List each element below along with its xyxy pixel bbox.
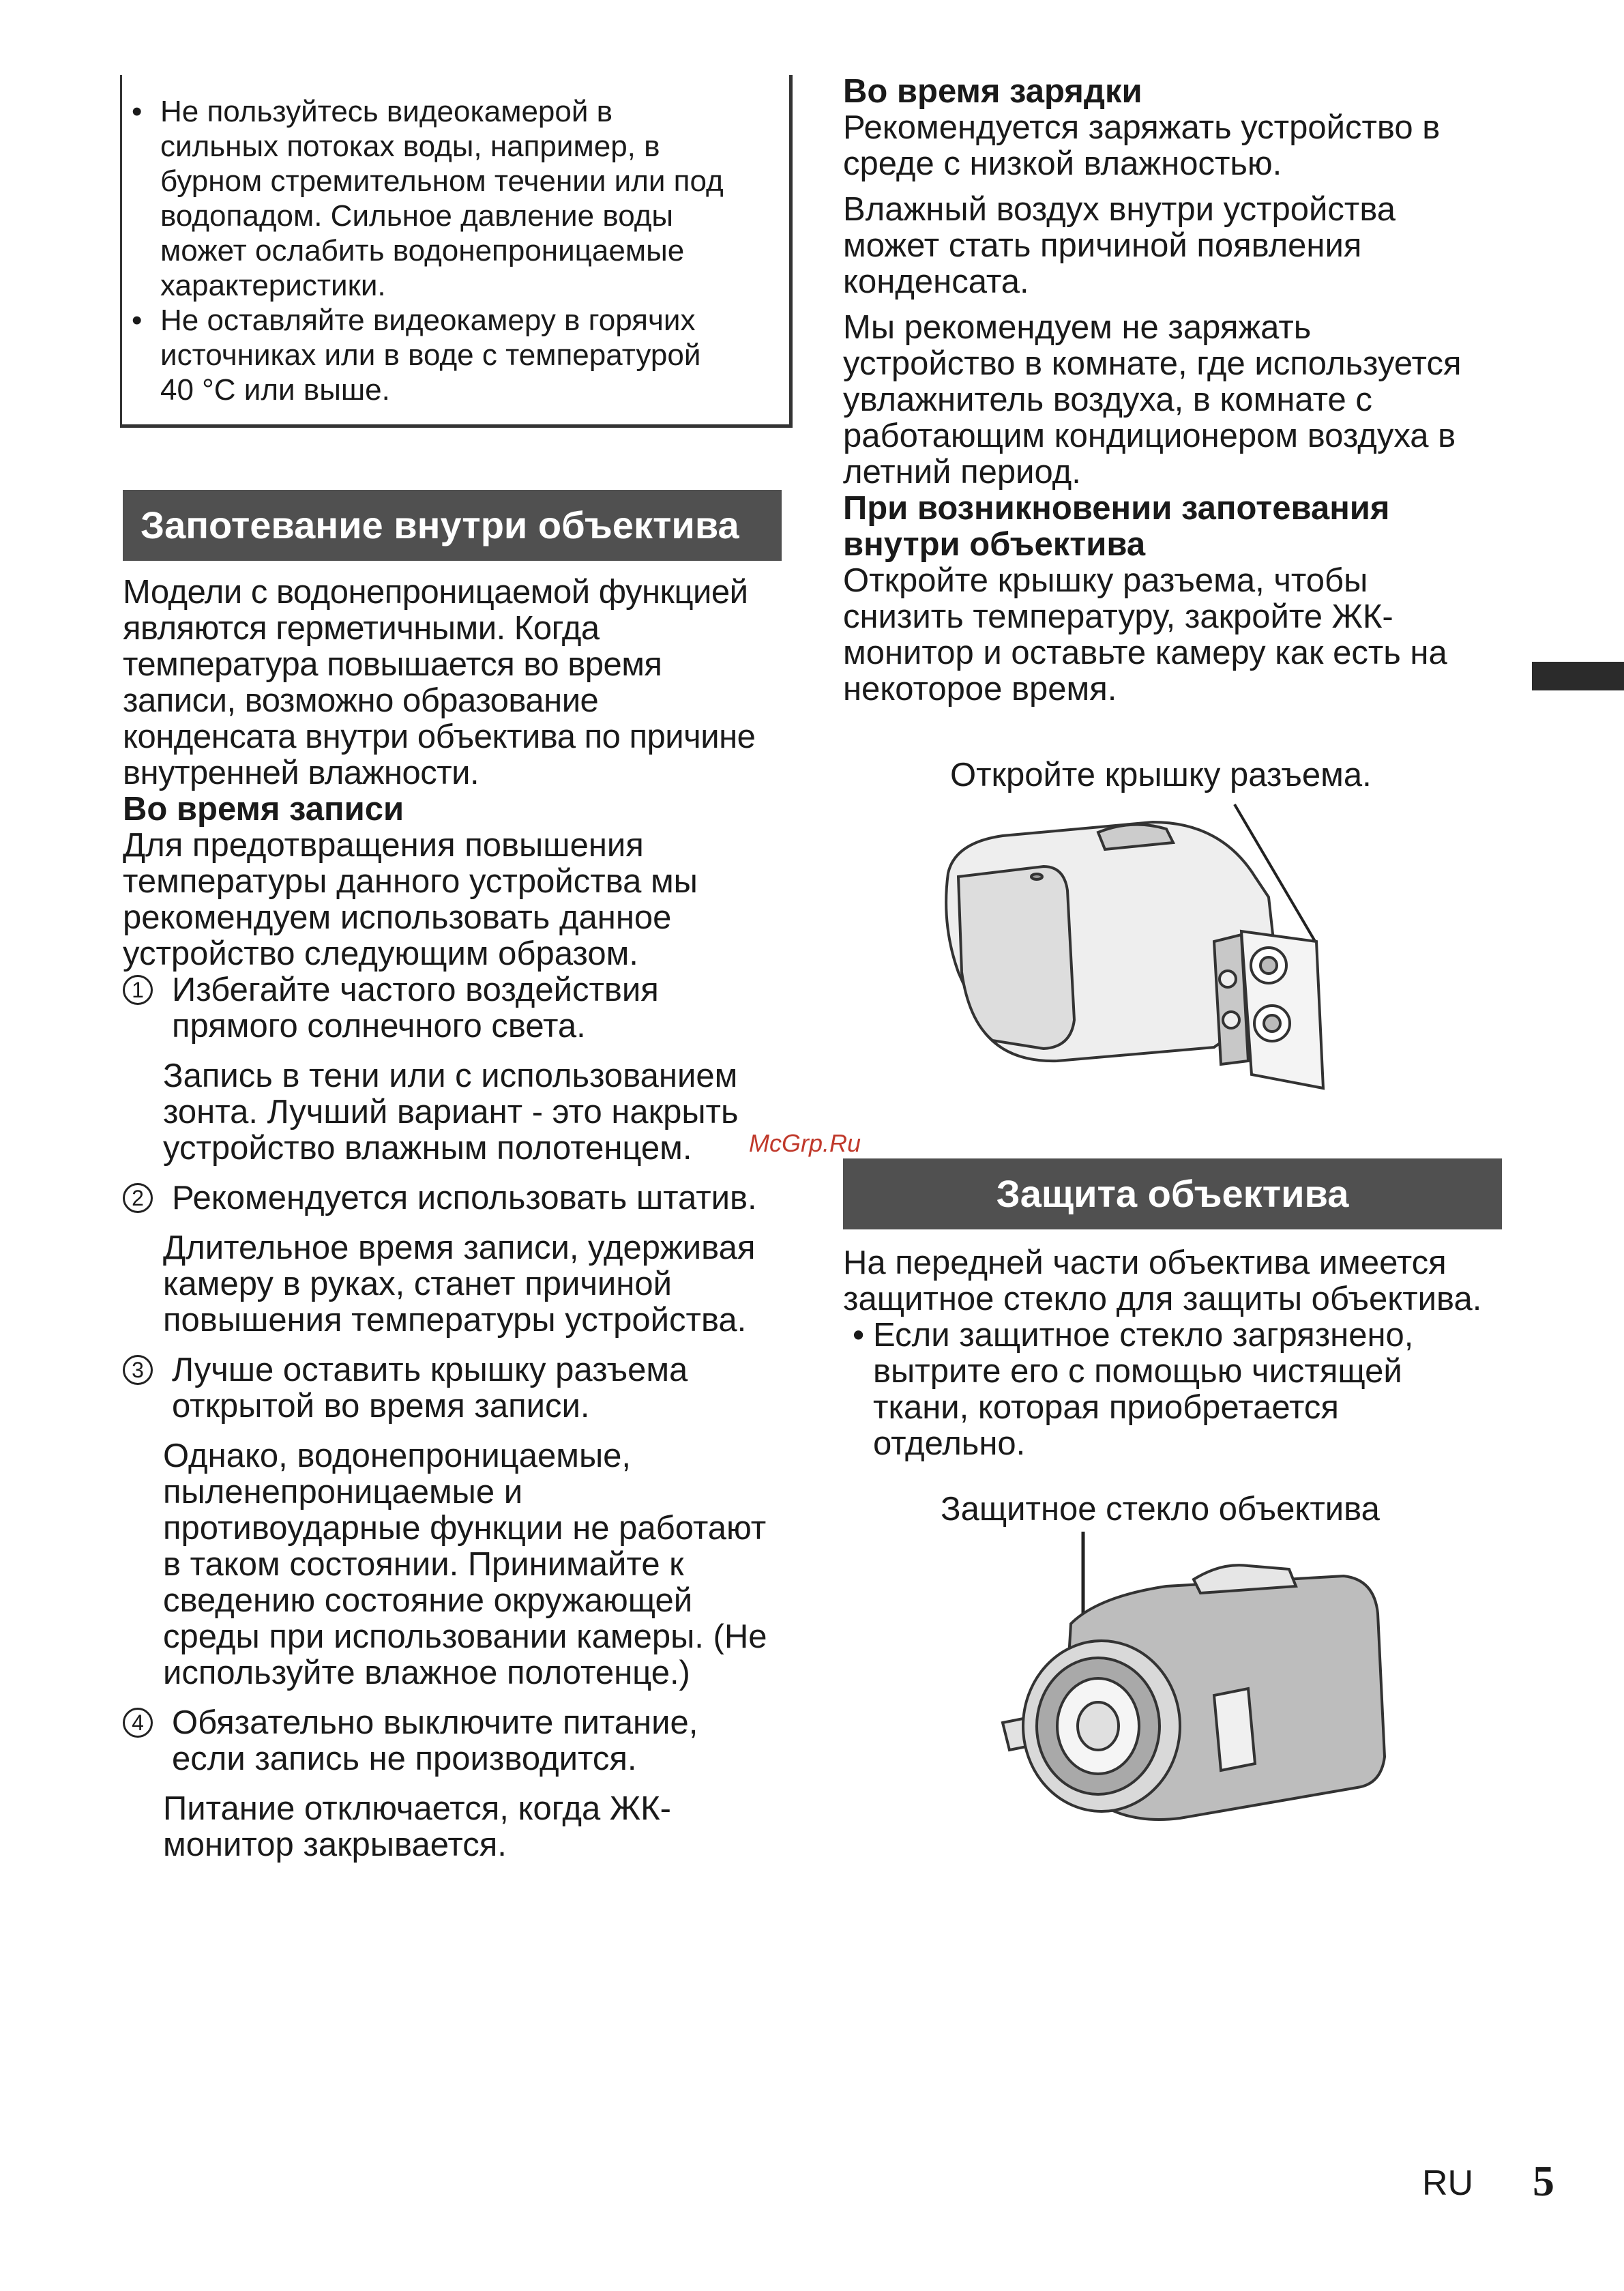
step-number: 4 bbox=[123, 1708, 153, 1738]
connector-cover-drawing bbox=[1214, 931, 1323, 1088]
notice-bullets bbox=[122, 94, 777, 407]
lens-protection-heading: Защита объектива bbox=[843, 1158, 1502, 1229]
lens-intro: На передней части объектива имеется защитное стекло для защиты объектива. bbox=[843, 1244, 1482, 1317]
step-4-detail: Питание отключается, когда ЖК- монитор закрывается. bbox=[163, 1790, 671, 1863]
step-2: 2 Рекомендуется использовать штатив. bbox=[123, 1180, 791, 1216]
notice-bullet-2: • Не оставляйте видеокамеру в горячих источниках или в воде с температурой 40 °C или выше. bbox=[122, 303, 777, 407]
right-column-bottom bbox=[843, 1245, 1525, 1462]
left-column bbox=[123, 574, 791, 1863]
step-number: 2 bbox=[123, 1183, 153, 1213]
footer-language: RU bbox=[1422, 2163, 1474, 2203]
charging-p1: Рекомендуется заряжать устройство в среде с низкой влажностью. bbox=[843, 109, 1441, 182]
charging-heading: Во время зарядки bbox=[843, 73, 1142, 110]
step-1-detail: Запись в тени или с использованием зонта. Лучший вариант - это накрыть устройство влажным полотенцем. bbox=[163, 1057, 739, 1167]
fog-intro: Модели с водонепроницаемой функцией являются герметичными. Когда температура повышается во время записи, возможно образование конденсата внутри объектива по причине внутренней влажности. bbox=[123, 574, 756, 791]
lens-bullet: • Если защитное стекло загрязнено, вытрите его с помощью чистящей ткани, которая приобретается отдельно. bbox=[843, 1317, 1525, 1462]
page-number: 5 bbox=[1533, 2157, 1554, 2205]
watermark: McGrp.Ru bbox=[749, 1129, 861, 1157]
step-3-detail: Однако, водонепроницаемые, пыленепроницаемые и противоударные функции не работают в таком состоянии. Принимайте к сведению состояние окружающей среды при использовании камеры. (Не используйте влажное полотенце.) bbox=[163, 1438, 767, 1691]
fog-section-heading: Запотевание внутри объектива bbox=[123, 490, 782, 561]
recording-intro: Для предотвращения повышения температуры данного устройства мы рекомендуем использовать данное устройство следующим образом. bbox=[123, 827, 698, 972]
lens-drawing bbox=[1023, 1641, 1180, 1811]
step-2-detail: Длительное время записи, удерживая камеру в руках, станет причиной повышения температуры устройства. bbox=[163, 1229, 756, 1339]
lens-bullets bbox=[843, 1317, 1525, 1462]
fog-occurs-text: Откройте крышку разъема, чтобы снизить температуру, закройте ЖК- монитор и оставьте камеру как есть на некоторое время. bbox=[843, 562, 1447, 707]
recording-heading: Во время записи bbox=[123, 791, 404, 828]
step-number: 1 bbox=[123, 975, 153, 1005]
figure-caption-open-cover: Откройте крышку разъема. bbox=[950, 757, 1372, 793]
right-column-top bbox=[843, 74, 1525, 707]
charging-p2: Влажный воздух внутри устройства может стать причиной появления конденсата. bbox=[843, 191, 1396, 300]
step-3: 3 Лучше оставить крышку разъема открытой во время записи. bbox=[123, 1352, 791, 1425]
notice-bullet-1: • Не пользуйтесь видеокамерой в сильных потоках воды, например, в бурном стремительном течении или под водопадом. Сильное давление воды может ослабить водонепроницаемые характеристики. bbox=[122, 94, 777, 303]
camera-open-cover-illustration bbox=[928, 795, 1364, 1122]
chapter-tab-marker bbox=[1532, 662, 1624, 690]
figure-caption-lens-glass: Защитное стекло объектива bbox=[941, 1491, 1380, 1528]
fog-occurs-heading: При возникновении запотевания внутри объектива bbox=[843, 490, 1390, 563]
notice-box bbox=[120, 75, 793, 428]
step-number: 3 bbox=[123, 1355, 153, 1385]
step-1: 1 Избегайте частого воздействия прямого солнечного света. bbox=[123, 972, 791, 1045]
camera-lens-illustration bbox=[989, 1532, 1426, 1859]
charging-p3: Мы рекомендуем не заряжать устройство в комнате, где используется увлажнитель воздуха, в комнате с работающим кондиционером воздуха в летний период. bbox=[843, 309, 1462, 491]
step-4: 4 Обязательно выключите питание, если запись не производится. bbox=[123, 1705, 791, 1777]
